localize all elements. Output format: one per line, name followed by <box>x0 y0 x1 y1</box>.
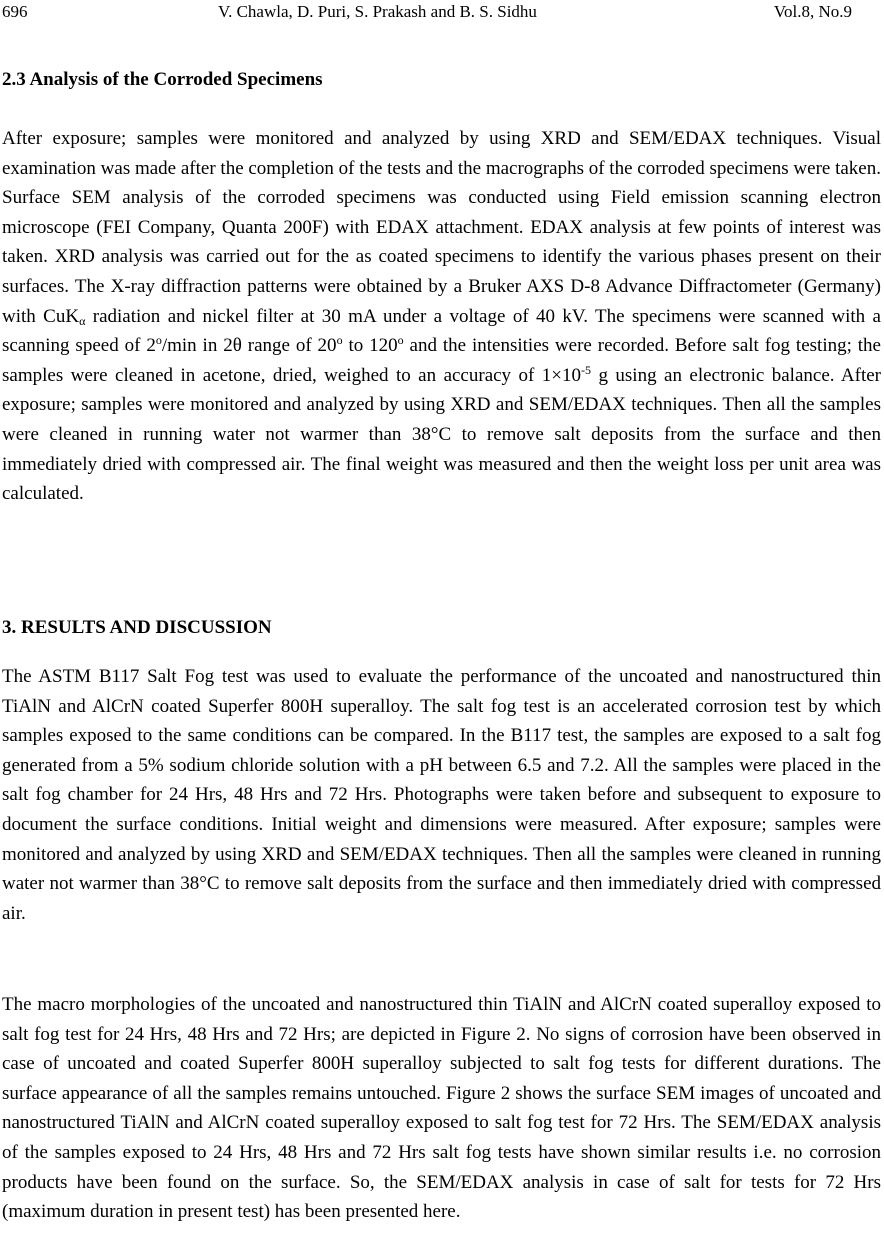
text-run: /min in 2θ range of 20 <box>161 335 337 357</box>
text-run: and the intensities were recorded. Before salt fog testing; the samples were cleaned in acetone, dried, weighed to an accuracy of 1×10 <box>2 335 881 386</box>
text-run: g using an electronic balance. After exposure; samples were monitored and analyzed by using XRD and SEM/EDAX techniques. Then all the samples were cleaned in running water not warmer than 38°C to remove salt deposits from the surface and then immediately dried with compressed air. The final weight was measured and then the weight loss per unit area was calculated. <box>2 364 881 505</box>
text-run: radiation and nickel filter at 30 mA under a voltage of 40 kV. The specimens were scanned with a scanning speed of 2 <box>2 305 881 357</box>
text-run: to 120 <box>342 335 398 357</box>
header-authors: V. Chawla, D. Puri, S. Prakash and B. S. Sidhu <box>218 2 537 21</box>
running-header <box>2 2 852 24</box>
text-run: After exposure; samples were monitored and analyzed by using XRD and SEM/EDAX techniques. Visual examination was made after the completion of the tests and the macrographs of the corroded specimens were taken. Surface SEM analysis of the corroded specimens was conducted using Field emission scanning electron microscope (FEI Company, Quanta 200F) with EDAX attachment. EDAX analysis at few points of interest was taken. XRD analysis was carried out for the as coated specimens to identify the various phases present on their surfaces. The X-ray diffraction patterns were obtained by a Bruker AXS D-8 Advance Diffractometer (Germany) with CuK <box>2 128 881 327</box>
exponent-superscript: -5 <box>581 362 591 377</box>
section-2-3-heading: 2.3 Analysis of the Corroded Specimens <box>2 69 323 90</box>
alpha-subscript: α <box>79 313 86 328</box>
degree-superscript: o <box>155 333 162 348</box>
header-volume: Vol.8, No.9 <box>773 2 852 21</box>
section-3-paragraph-1: The ASTM B117 Salt Fog test was used to evaluate the performance of the uncoated and nanostructured thin TiAlN and AlCrN coated Superfer 800H superalloy. The salt fog test is an accelerated corrosion test by which samples exposed to the same conditions can be compared. In the B117 test, the samples are exposed to a salt fog generated from a 5% sodium chloride solution with a pH between 6.5 and 7.2. All the samples were placed in the salt fog chamber for 24 Hrs, 48 Hrs and 72 Hrs. Photographs were taken before and subsequent to exposure to document the surface conditions. Initial weight and dimensions were measured. After exposure; samples were monitored and analyzed by using XRD and SEM/EDAX techniques. Then all the samples were cleaned in running water not warmer than 38°C to remove salt deposits from the surface and then immediately dried with compressed air. <box>2 666 881 924</box>
degree-superscript: o <box>336 333 343 348</box>
section-3-heading: 3. RESULTS AND DISCUSSION <box>2 617 272 638</box>
section-2-3-paragraph <box>2 124 881 509</box>
section-3-paragraph-2: The macro morphologies of the uncoated and nanostructured thin TiAlN and AlCrN coated superalloy exposed to salt fog test for 24 Hrs, 48 Hrs and 72 Hrs; are depicted in Figure 2. No signs of corrosion have been observed in case of uncoated and coated Superfer 800H superalloy subjected to salt fog tests for different durations. The surface appearance of all the samples remains untouched. Figure 2 shows the surface SEM images of uncoated and nanostructured TiAlN and AlCrN coated superalloy exposed to salt fog test for 72 Hrs. The SEM/EDAX analysis of the samples exposed to 24 Hrs, 48 Hrs and 72 Hrs salt fog tests have shown similar results i.e. no corrosion products have been found on the surface. So, the SEM/EDAX analysis in case of salt for tests for 72 Hrs (maximum duration in present test) has been presented here. <box>2 994 881 1223</box>
degree-superscript: o <box>397 333 404 348</box>
page-number: 696 <box>2 2 28 21</box>
